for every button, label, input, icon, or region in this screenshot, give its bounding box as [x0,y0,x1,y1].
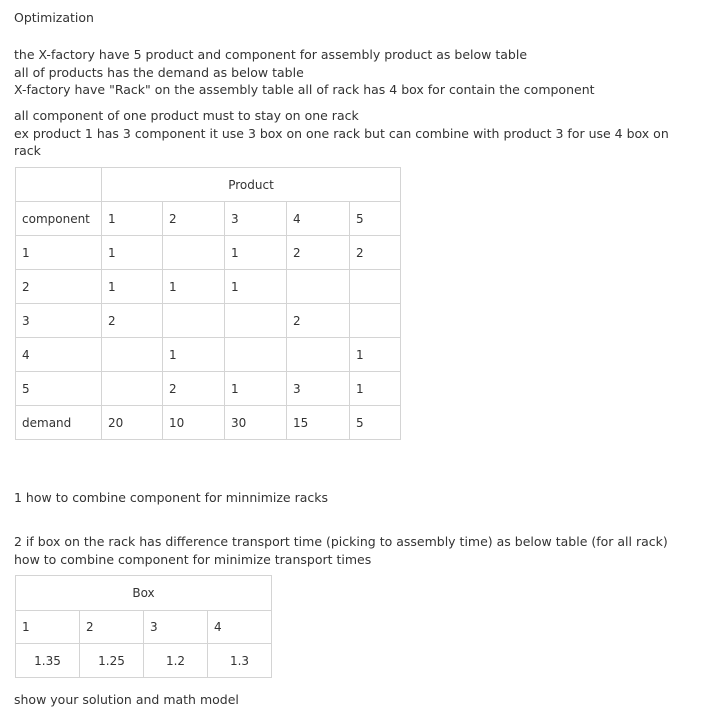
component-number: 4 [16,338,102,372]
table-row [16,372,401,406]
table-header-row [16,168,401,202]
product-number: 3 [225,202,287,236]
product-number: 1 [102,202,163,236]
table-cell: 1 [225,236,287,270]
table-cell [225,304,287,338]
transport-time: 1.35 [16,644,80,678]
table-cell [163,236,225,270]
table-row [16,304,401,338]
demand-value: 15 [287,406,350,440]
question-2: 2 if box on the rack has difference transport time (picking to assembly time) as below table (for all rack) how to combine component for minimize transport times [14,534,668,567]
page-title: Optimization [14,10,94,25]
product-number-row [16,202,401,236]
product-number: 2 [163,202,225,236]
box-number-row [16,611,272,644]
table-cell: 1 [163,270,225,304]
table-cell: 1 [225,372,287,406]
table-row [16,236,401,270]
box-number: 1 [16,611,80,644]
demand-value: 20 [102,406,163,440]
table-cell: 3 [287,372,350,406]
table-cell: 1 [350,372,401,406]
table-cell: 1 [225,270,287,304]
transport-time: 1.25 [80,644,144,678]
table-header-row [16,576,272,611]
intro-line: X-factory have "Rack" on the assembly table all of rack has 4 box for contain the component [14,82,595,97]
product-number: 5 [350,202,401,236]
product-header: Product [102,168,401,202]
product-component-table [15,167,401,440]
table-cell [16,168,102,202]
table-row [16,338,401,372]
table-cell: 2 [102,304,163,338]
footer-text: show your solution and math model [14,692,239,707]
box-number: 4 [208,611,272,644]
constraint-line: all component of one product must to stay on one rack [14,108,359,123]
table-cell: 2 [287,304,350,338]
intro-line: the X-factory have 5 product and component for assembly product as below table [14,47,528,62]
transport-time-row [16,644,272,678]
component-number: 5 [16,372,102,406]
constraint-text [14,107,686,160]
demand-label: demand [16,406,102,440]
table-cell [225,338,287,372]
question-1: 1 how to combine component for minnimize racks [14,490,329,505]
table-cell: 1 [350,338,401,372]
intro-text [14,46,595,99]
component-number: 2 [16,270,102,304]
transport-time: 1.2 [144,644,208,678]
table-row [16,270,401,304]
table-cell [163,304,225,338]
table-cell: 1 [102,236,163,270]
table-cell [102,372,163,406]
table-cell [287,338,350,372]
box-transport-table [15,575,272,678]
table-cell [102,338,163,372]
table-cell: 1 [163,338,225,372]
component-number: 3 [16,304,102,338]
table-cell: 2 [287,236,350,270]
box-number: 2 [80,611,144,644]
table-cell [287,270,350,304]
product-number: 4 [287,202,350,236]
table-cell: 1 [102,270,163,304]
table-cell [350,304,401,338]
component-label: component [16,202,102,236]
transport-time: 1.3 [208,644,272,678]
constraint-line: ex product 1 has 3 component it use 3 box on one rack but can combine with product 3 for use 4 box on rack [14,125,669,158]
box-number: 3 [144,611,208,644]
demand-row [16,406,401,440]
demand-value: 10 [163,406,225,440]
table-cell: 2 [350,236,401,270]
box-header: Box [16,576,272,611]
demand-value: 5 [350,406,401,440]
intro-line: all of products has the demand as below table [14,64,304,80]
table-cell: 2 [163,372,225,406]
table-cell [350,270,401,304]
component-number: 1 [16,236,102,270]
demand-value: 30 [225,406,287,440]
